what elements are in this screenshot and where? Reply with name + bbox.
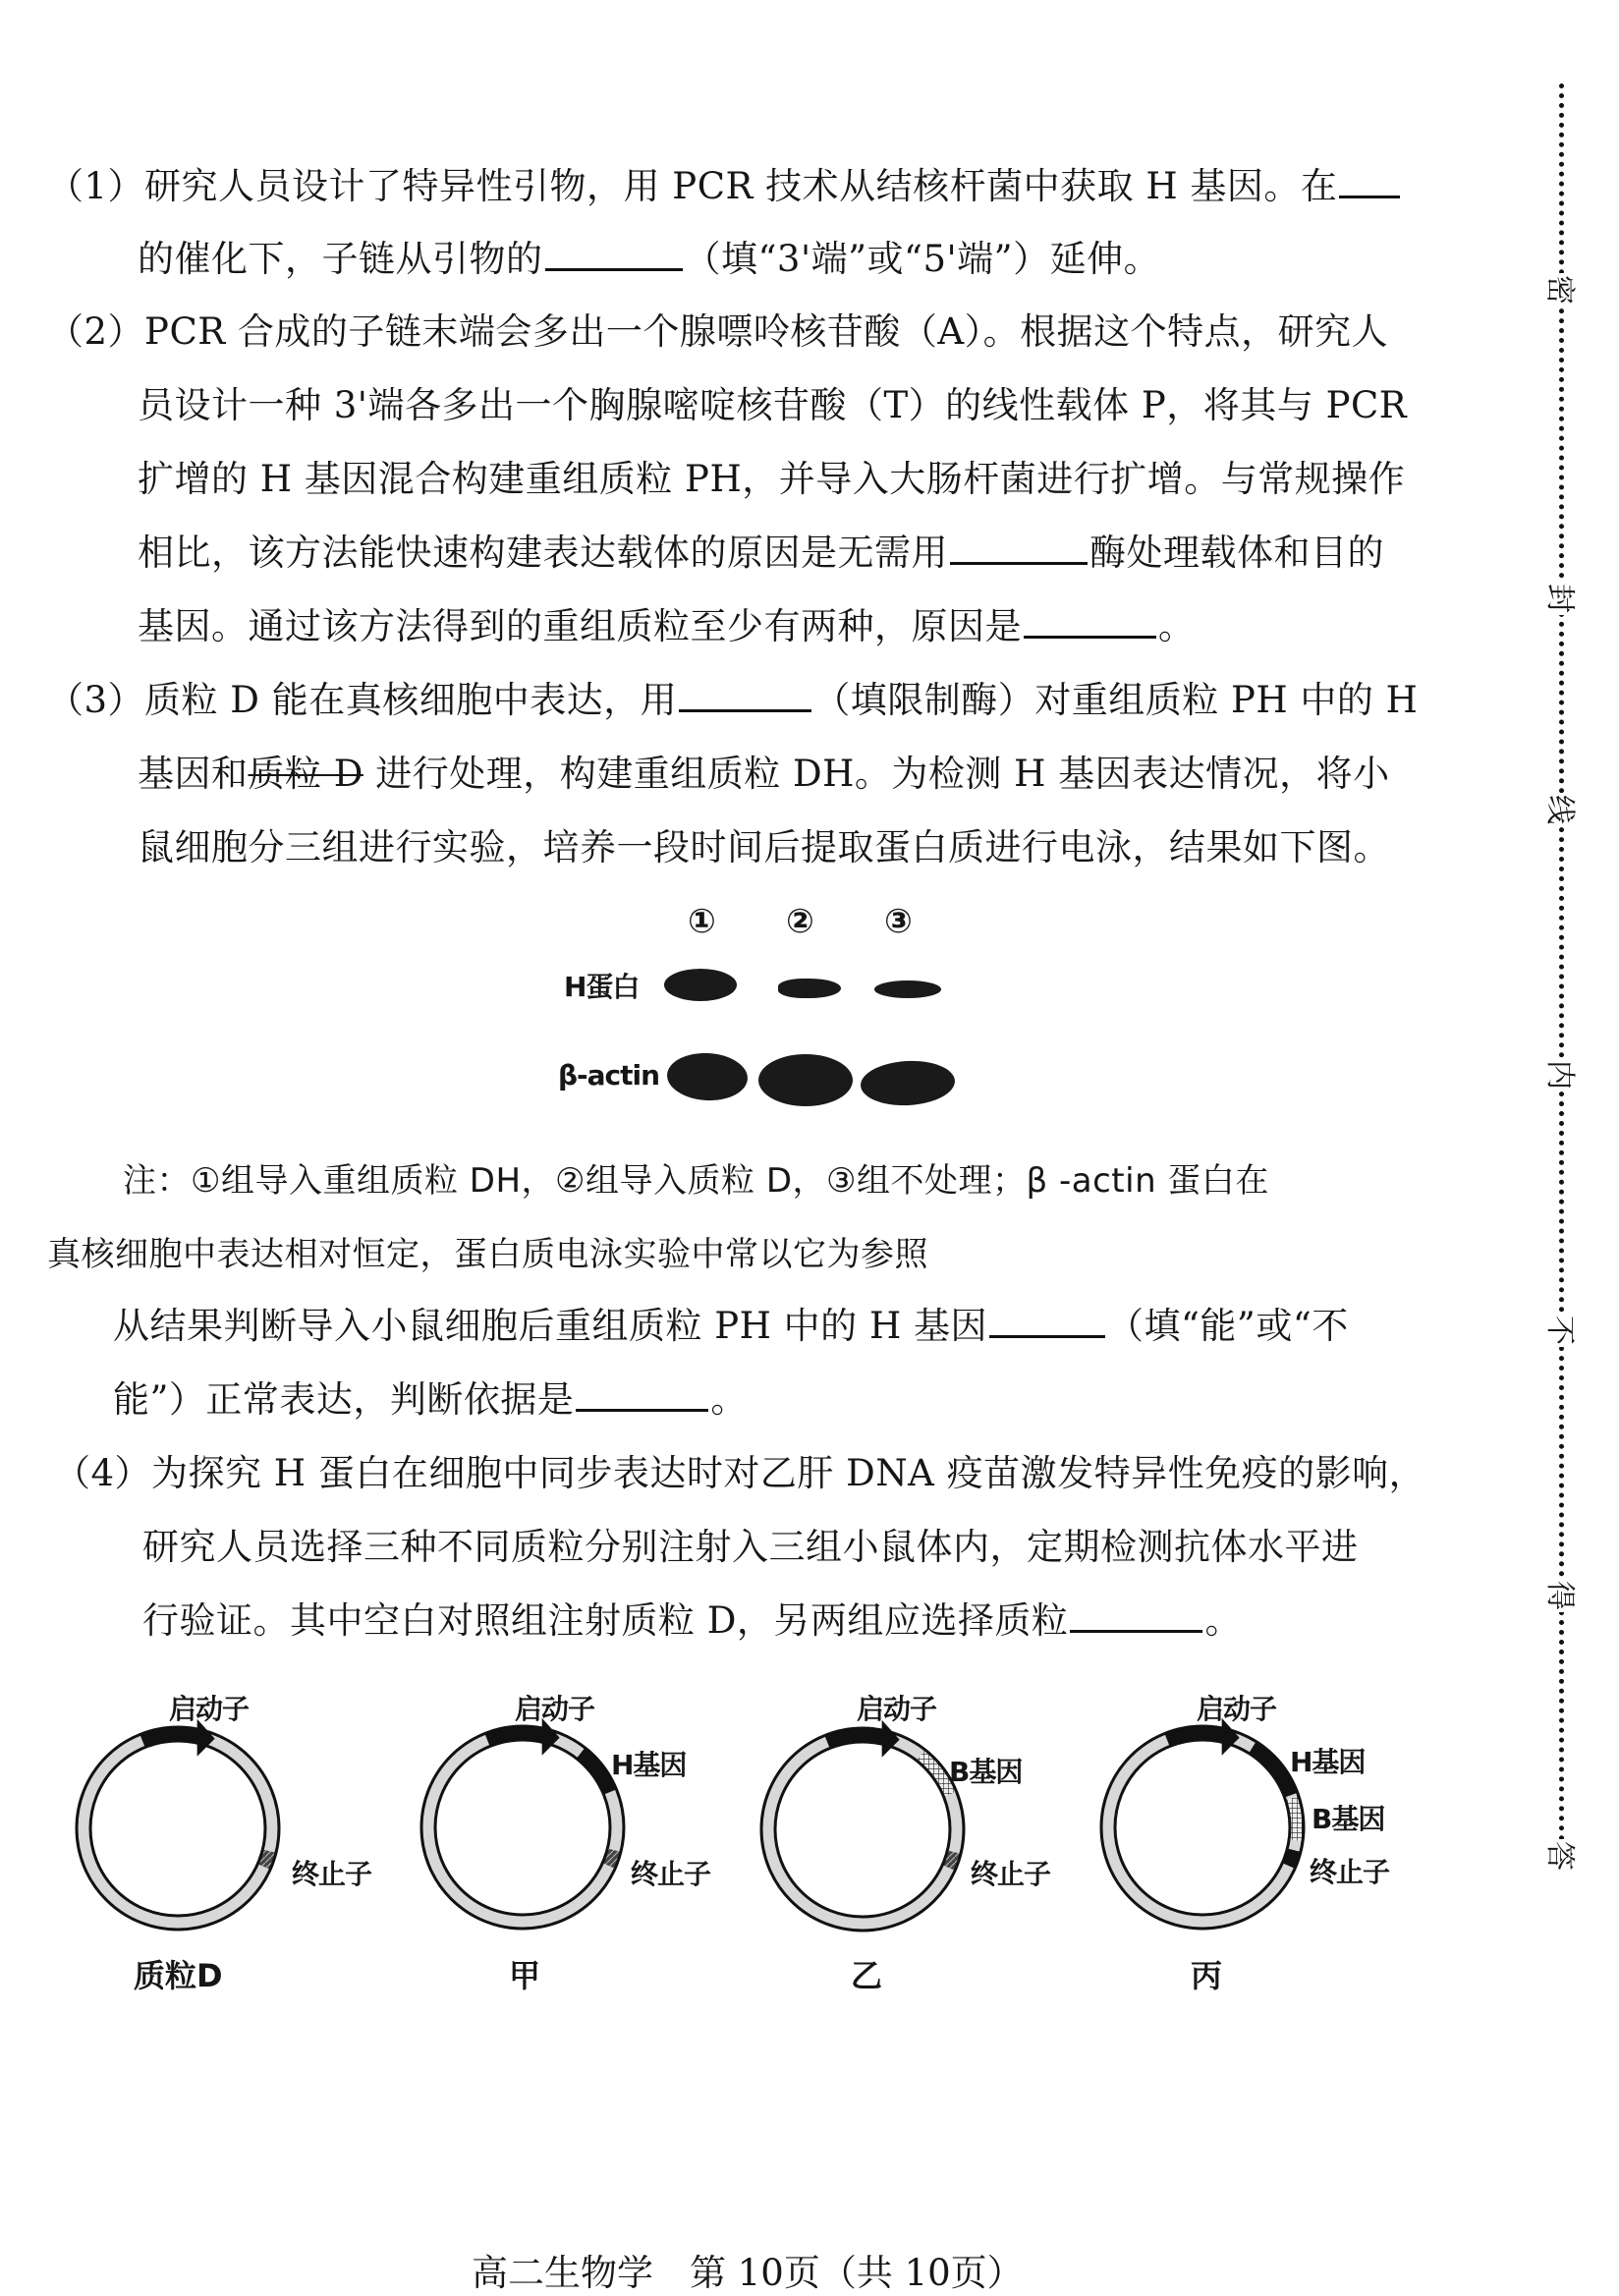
terminator-segment — [1289, 1850, 1294, 1866]
plasmid-yi-terminator-label: 终止子 — [971, 1858, 1051, 1890]
plasmid-outer-outline — [421, 1726, 624, 1929]
page-footer: 高二生物学 第 10页（共 10页） — [472, 2252, 1024, 2294]
q2-text-5a: 基因。通过该方法得到的重组质粒至少有两种，原因是 — [138, 605, 1022, 647]
plasmid-bing — [1101, 1718, 1304, 1929]
plasmid-jia — [421, 1718, 624, 1929]
q3-text-1b: （填限制酶）对重组质粒 PH 中的 H — [813, 679, 1419, 721]
q4-text-3a: 行验证。其中空白对照组注射质粒 D，另两组应选择质粒 — [142, 1599, 1069, 1642]
plasmid-inner-outline — [1115, 1740, 1290, 1915]
gel-row-label-beta-actin: β-actin — [558, 1059, 660, 1092]
q2-text-5b: 。 — [1158, 605, 1196, 647]
terminator-segment — [609, 1850, 614, 1866]
plasmid-d-terminator-label: 终止子 — [292, 1858, 372, 1890]
q3-text-1a: 质粒 D 能在真核细胞中表达，用 — [144, 679, 678, 721]
q3b-text-1b: （填“能”或“不 — [1106, 1305, 1349, 1347]
terminator-segment — [949, 1852, 954, 1868]
plasmid-inner-outline — [435, 1740, 610, 1915]
plasmid-d-name: 质粒D — [134, 1957, 223, 1994]
q4-text-2: 研究人员选择三种不同质粒分别注射入三组小鼠体内，定期检测抗体水平进 — [142, 1526, 1359, 1568]
plasmid-bing-promoter-label: 启动子 — [1197, 1693, 1277, 1725]
margin-char-3: 线 — [1541, 793, 1585, 826]
plasmid-yi-promoter-label: 启动子 — [857, 1693, 937, 1725]
q3-struck-text: 质粒 D — [248, 753, 363, 795]
binding-margin — [1542, 79, 1577, 1871]
plasmid-backbone — [84, 1734, 272, 1923]
q4-number: （4） — [54, 1452, 152, 1494]
lane-number-3: ③ — [884, 902, 913, 941]
q3-text-3: 鼠细胞分三组进行实验，培养一段时间后提取蛋白质进行电泳，结果如下图。 — [138, 826, 1390, 868]
margin-char-6: 得 — [1541, 1579, 1585, 1612]
q2-number: （2） — [47, 310, 145, 353]
q3b-text-2b: 。 — [710, 1378, 748, 1421]
q1-text-2a: 的催化下，子链从引物的 — [138, 238, 543, 280]
plasmid-bing-terminator-label: 终止子 — [1310, 1856, 1390, 1888]
plasmid-jia-gene-label-h: H基因 — [611, 1749, 687, 1781]
margin-char-1: 密 — [1541, 273, 1585, 307]
plasmid-inner-outline — [775, 1742, 950, 1917]
plasmid-outer-outline — [761, 1728, 964, 1931]
plasmid-bing-name: 丙 — [1191, 1957, 1223, 1994]
margin-char-5: 不 — [1541, 1314, 1585, 1347]
q2-text-3: 扩增的 H 基因混合构建重组质粒 PH，并导入大肠杆菌进行扩增。与常规操作 — [138, 458, 1406, 500]
q2-text-1: PCR 合成的子链末端会多出一个腺嘌呤核苷酸（A）。根据这个特点，研究人 — [144, 310, 1389, 353]
plasmid-outer-outline — [1101, 1726, 1304, 1929]
plasmid-inner-outline — [90, 1741, 265, 1916]
plasmid-yi — [761, 1720, 964, 1931]
plasmid-jia-promoter-label: 启动子 — [515, 1693, 595, 1725]
q3-text-2a: 基因和 — [138, 753, 249, 795]
q2-text-2: 员设计一种 3'端各多出一个胸腺嘧啶核苷酸（T）的线性载体 P，将其与 PCR — [138, 384, 1408, 426]
plasmid-jia-terminator-label: 终止子 — [631, 1858, 711, 1890]
plasmid-outer-outline — [77, 1727, 279, 1930]
plasmid-bing-gene-label-h: H基因 — [1290, 1746, 1366, 1778]
plasmid-yi-gene-label-b: B基因 — [949, 1756, 1023, 1788]
note-text-2: 真核细胞中表达相对恒定，蛋白质电泳实验中常以它为参照 — [47, 1235, 928, 1274]
b-gene-segment — [1292, 1798, 1297, 1840]
gel-row-label-h-protein: H蛋白 — [564, 971, 640, 1003]
q3-text-2b: 进行处理，构建重组质粒 DH。为检测 H 基因表达情况，将小 — [375, 753, 1390, 795]
terminator-segment — [264, 1851, 269, 1867]
lane-number-1: ① — [688, 902, 716, 941]
plasmid-bing-gene-label-b: B基因 — [1312, 1803, 1385, 1835]
plasmid-d — [77, 1719, 279, 1930]
q3b-text-1a: 从结果判断导入小鼠细胞后重组质粒 PH 中的 H 基因 — [113, 1305, 987, 1347]
plasmid-d-promoter-label: 启动子 — [169, 1693, 250, 1725]
plasmid-yi-name: 乙 — [851, 1957, 883, 1994]
q4-text-3b: 。 — [1204, 1599, 1242, 1642]
margin-char-7: 答 — [1541, 1839, 1585, 1873]
q3b-text-2a: 能”）正常表达，判断依据是 — [113, 1378, 575, 1421]
q1-number: （1） — [47, 165, 145, 207]
margin-char-2: 封 — [1541, 582, 1585, 615]
note-text-1: 注：①组导入重组质粒 DH，②组导入质粒 D，③组不处理；β -actin 蛋白在 — [123, 1161, 1269, 1201]
q2-text-4b: 酶处理载体和目的 — [1089, 532, 1384, 574]
q1-text-2b: （填“3'端”或“5'端”）延伸。 — [684, 238, 1161, 280]
q1-text-1: 研究人员设计了特异性引物，用 PCR 技术从结核杆菌中获取 H 基因。在 — [144, 165, 1338, 207]
margin-char-4: 内 — [1541, 1058, 1585, 1092]
q3-number: （3） — [47, 679, 145, 721]
plasmid-jia-name: 甲 — [509, 1957, 541, 1994]
q2-text-4a: 相比，该方法能快速构建表达载体的原因是无需用 — [138, 532, 948, 574]
lane-number-2: ② — [786, 902, 814, 941]
q4-text-1: 为探究 H 蛋白在细胞中同步表达时对乙肝 DNA 疫苗激发特异性免疫的影响， — [151, 1452, 1426, 1494]
